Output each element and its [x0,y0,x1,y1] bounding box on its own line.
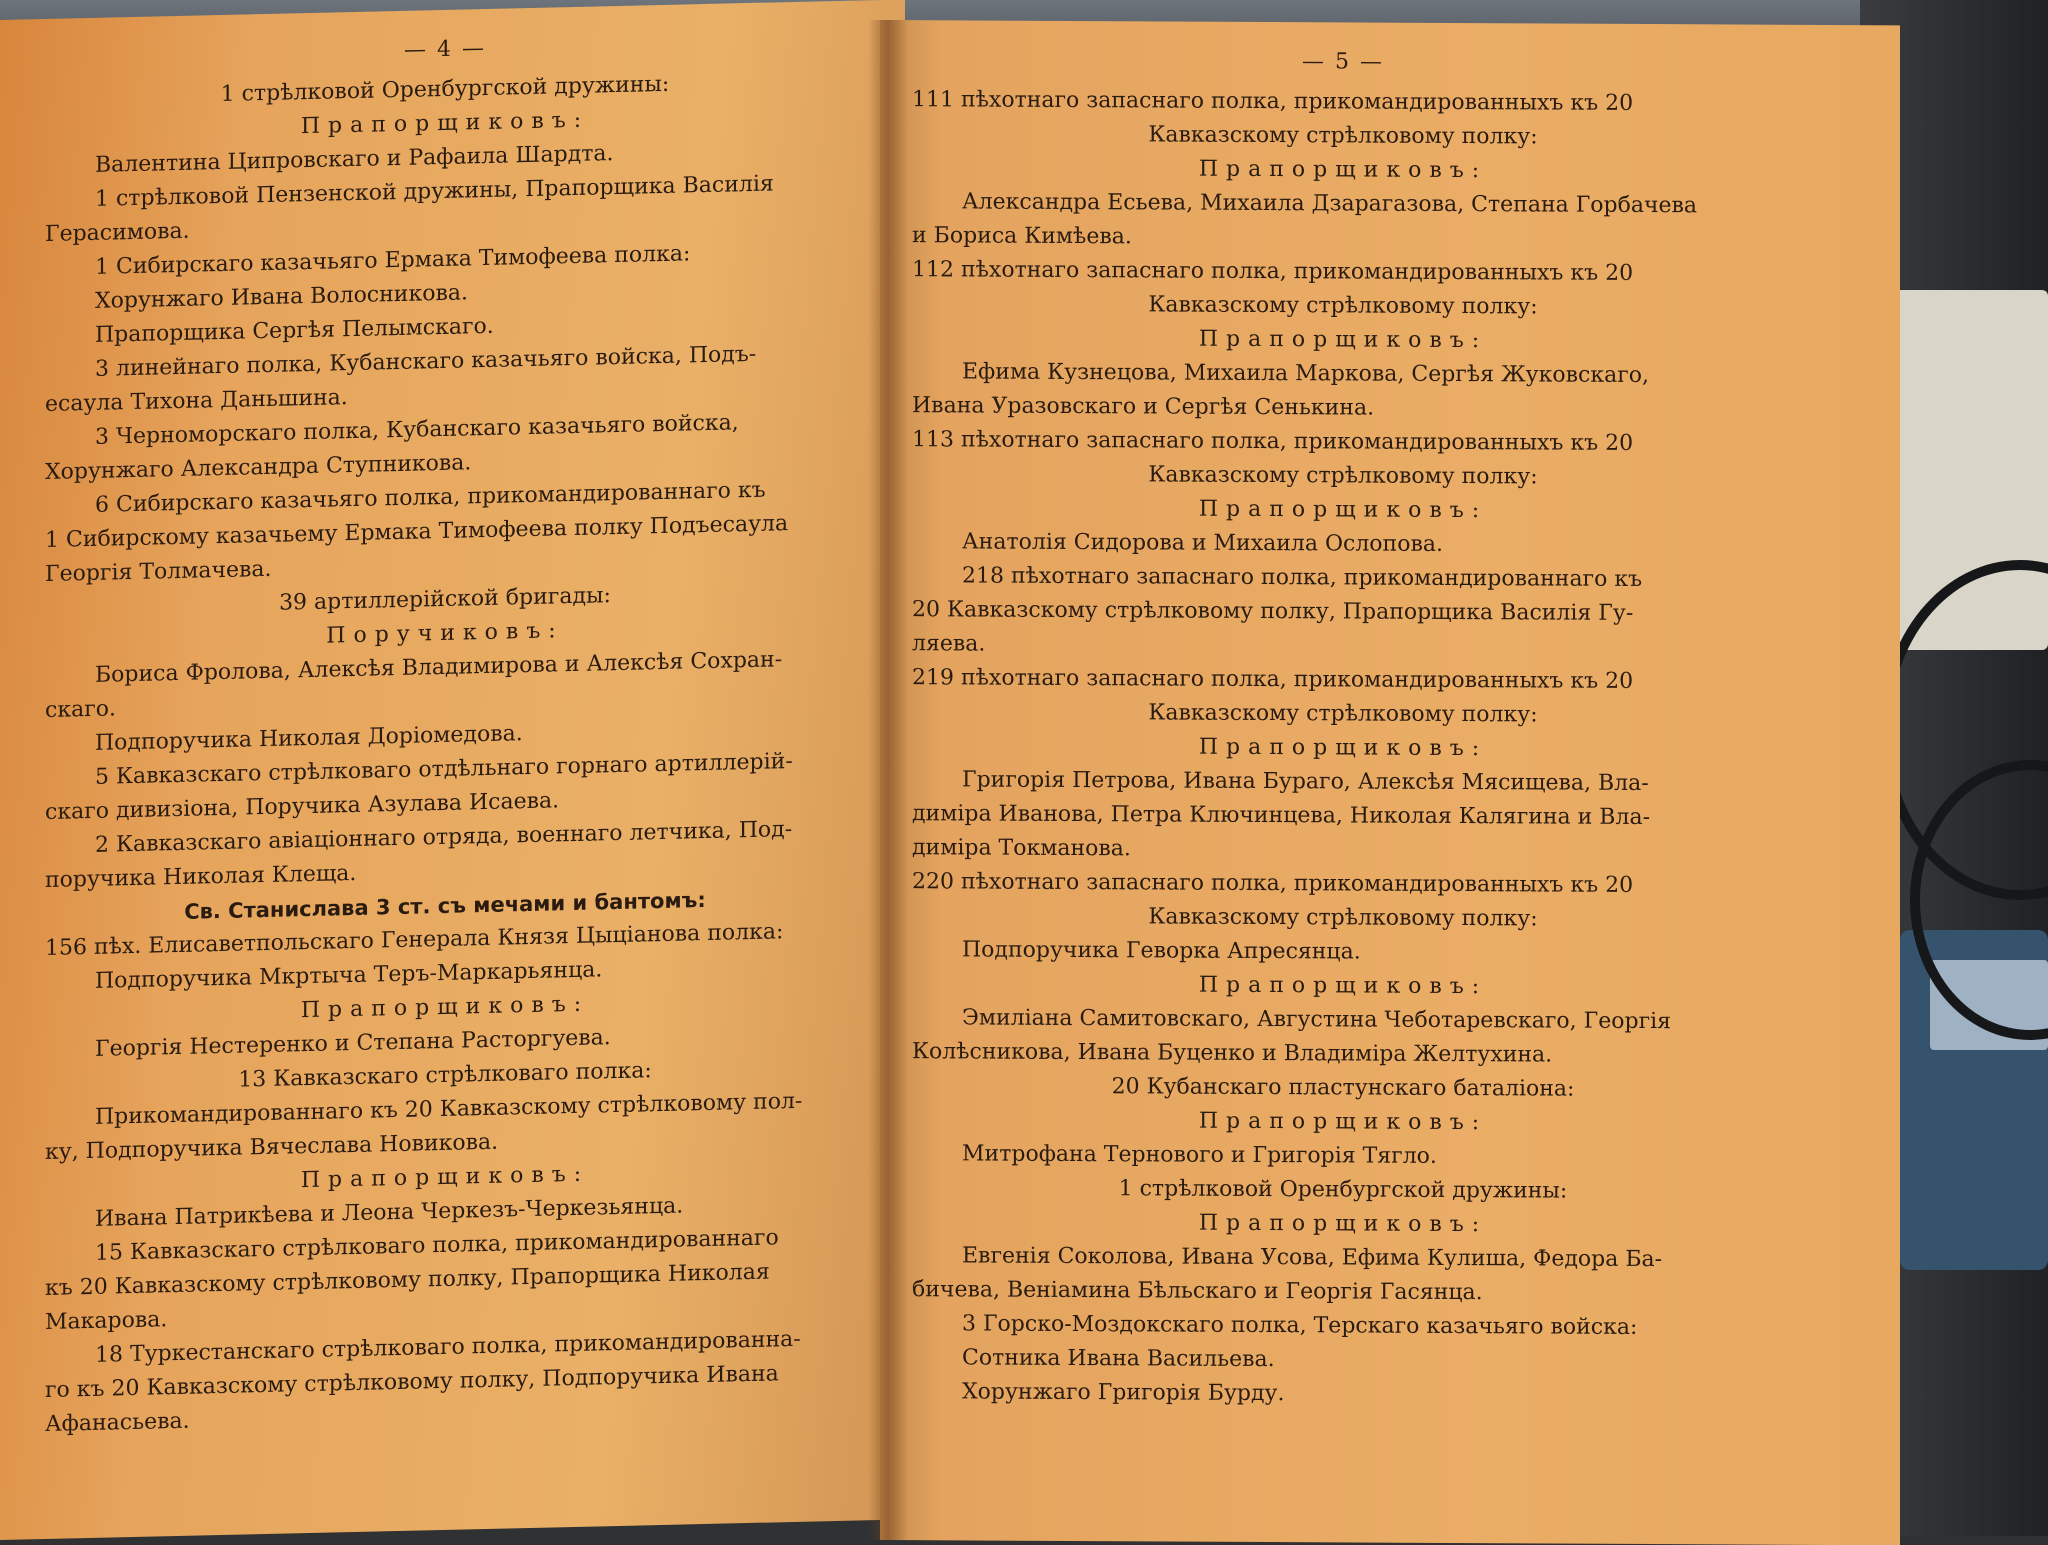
left-page [0,0,905,1540]
text-line: 3 Горско-Моздокскаго полка, Терскаго казачьяго войска: [962,1311,1638,1340]
rank-heading: Прапорщиковъ: [300,107,590,140]
text-line: 218 пѣхотнаго запаснаго полка, прикомандированнаго къ [962,563,1643,592]
text-line: скаго. [45,696,116,723]
text-line: 111 пѣхотнаго запаснаго полка, прикомандированныхъ къ 20 [912,87,1634,116]
text-line: Кавказскому стрѣлковому полку: [1148,700,1538,728]
text-line: Бориса Фролова, Алексѣя Владимирова и Алексѣя Сохран- [95,647,783,688]
text-line: Прикомандированнаго къ 20 Кавказскому стрѣлковому пол- [95,1088,803,1130]
text-line: и Бориса Кимѣева. [912,223,1132,250]
text-line: Анатолія Сидорова и Михаила Ослопова. [962,529,1443,557]
text-line: Георгія Нестеренко и Степана Расторгуева. [95,1025,611,1062]
rank-heading: Поручиковъ: [326,618,564,649]
rank-heading: Прапорщиковъ: [1198,972,1488,1000]
text-line: Митрофана Тернового и Григорія Тягло. [962,1141,1437,1169]
text-line: бичева, Веніамина Бѣльскаго и Георгія Гасянца. [912,1277,1483,1306]
text-line: 112 пѣхотнаго запаснаго полка, прикомандированныхъ къ 20 [912,257,1634,286]
text-line: Ивана Уразовскаго и Сергѣя Сенькина. [912,393,1375,421]
text-line: го къ 20 Кавказскому стрѣлковому полку, Подпоручика Ивана [45,1361,779,1403]
text-line: Кавказскому стрѣлковому полку: [1148,122,1538,150]
text-line: Подпоручика Николая Доріомедова. [95,721,523,756]
text-line: 220 пѣхотнаго запаснаго полка, прикомандированныхъ къ 20 [912,869,1634,898]
rank-heading: Прапорщиковъ: [1198,1108,1488,1136]
right-page-lines [912,85,1774,1412]
text-line: 20 Кубанскаго пластунскаго баталіона: [1111,1074,1575,1102]
text-line: 219 пѣхотнаго запаснаго полка, прикомандированныхъ къ 20 [912,665,1634,694]
text-line: 1 стрѣлковой Оренбургской дружины: [220,71,670,107]
text-line: Подпоручика Мкртыча Теръ-Маркарьянца. [95,957,603,994]
left-page-lines [45,66,845,1440]
text-line: Эмиліана Самитовскаго, Августина Чеботаревскаго, Георгія [962,1005,1672,1035]
section-heading: Св. Станислава 3 ст. съ мечами и бантомъ: [184,887,706,924]
text-line: Кавказскому стрѣлковому полку: [1148,462,1538,490]
text-line: 1 Сибирскаго казачьяго Ермака Тимофеева полка: [95,241,691,280]
right-page [880,20,1900,1545]
page-number: — 5 — [1302,49,1384,75]
text-line: ку, Подпоручика Вячеслава Новикова. [45,1129,499,1165]
text-line: поручика Николая Клеща. [45,860,357,893]
text-line: 15 Кавказскаго стрѣлковаго полка, прикомандированнаго [95,1225,779,1266]
text-line: 6 Сибирскаго казачьяго полка, прикомандированнаго къ [95,477,766,518]
text-line: Хорунжаго Ивана Волосникова. [95,280,468,314]
text-line: 5 Кавказскаго стрѣлковаго отдѣльнаго горнаго артиллерій- [95,749,793,790]
text-line: Кавказскому стрѣлковому полку: [1148,292,1538,320]
text-line: Прапорщика Сергѣя Пелымскаго. [95,313,494,348]
text-line: Григорія Петрова, Ивана Бураго, Алексѣя Мясищева, Вла- [962,767,1649,797]
text-line: 156 пѣх. Елисаветпольскаго Генерала Князя Цыціанова полка: [45,919,784,961]
text-line: Хорунжаго Григорія Бурду. [962,1379,1285,1407]
text-line: Евгенія Соколова, Ивана Усова, Ефима Кулиша, Федора Ба- [962,1243,1663,1273]
text-line: Георгія Толмачева. [45,556,272,587]
text-line: ляева. [912,631,986,657]
text-line: 3 Черноморскаго полка, Кубанскаго казачьяго войска, [95,410,739,450]
text-line: 2 Кавказскаго авіаціоннаго отряда, военнаго летчика, Под- [95,817,793,858]
text-line: Ивана Патрикѣева и Леона Черкезъ-Черкезьянца. [95,1193,684,1232]
rank-heading: Прапорщиковъ: [1198,1210,1488,1238]
text-line: Валентина Ципровскаго и Рафаила Шардта. [95,141,614,178]
text-line: 1 стрѣлковой Пензенской дружины, Прапорщика Василія [95,171,774,212]
text-line: Колѣсникова, Ивана Буценко и Владиміра Желтухина. [912,1039,1553,1068]
text-line: 1 стрѣлковой Оренбургской дружины: [1118,1176,1568,1204]
page-number: — 4 — [404,35,486,63]
book-gutter [868,20,908,1540]
rank-heading: Прапорщиковъ: [1198,326,1488,354]
rank-heading: Прапорщиковъ: [1198,734,1488,762]
text-line: Сотника Ивана Васильева. [962,1345,1275,1373]
text-line: Макарова. [45,1307,168,1335]
text-line: Ефима Кузнецова, Михаила Маркова, Сергѣя Жуковскаго, [962,359,1649,389]
text-line: есаула Тихона Даньшина. [45,385,348,417]
text-line: 13 Кавказскаго стрѣлковаго полка: [238,1058,652,1093]
text-line: Кавказскому стрѣлковому полку: [1148,904,1538,932]
rank-heading: Прапорщиковъ: [1198,496,1488,524]
text-line: скаго дивизіона, Поручика Азулава Исаева. [45,788,560,825]
text-line: Подпоручика Геворка Апресянца. [962,937,1361,965]
text-line: 1 Сибирскому казачьему Ермака Тимофеева полку Подъесаула [45,511,789,553]
text-line: 39 артиллерійской бригады: [279,583,611,616]
rank-heading: Прапорщиковъ: [300,991,590,1024]
text-line: диміра Иванова, Петра Ключинцева, Николая Калягина и Вла- [912,801,1650,831]
text-line: 18 Туркестанскаго стрѣлковаго полка, прикомандированна- [95,1326,801,1368]
text-line: къ 20 Кавказскому стрѣлковому полку, Прапорщика Николая [45,1259,770,1301]
left-page-text [45,26,845,1444]
right-page-text [912,45,1774,1416]
text-line: Александра Есьева, Михаила Дзарагазова, Степана Горбачева [962,189,1698,219]
rank-heading: Прапорщиковъ: [1198,156,1488,184]
text-line: Хорунжаго Александра Ступникова. [45,450,472,485]
text-line: 20 Кавказскому стрѣлковому полку, Прапорщика Василія Гу- [912,597,1634,626]
text-line: 3 линейнаго полка, Кубанскаго казачьяго войска, Подъ- [95,341,757,382]
rank-heading: Прапорщиковъ: [300,1161,590,1194]
text-line: Афанасьева. [45,1408,190,1437]
text-line: диміра Токманова. [912,835,1131,862]
text-line: Герасимова. [45,218,190,247]
text-line: 113 пѣхотнаго запаснаго полка, прикомандированныхъ къ 20 [912,427,1634,456]
